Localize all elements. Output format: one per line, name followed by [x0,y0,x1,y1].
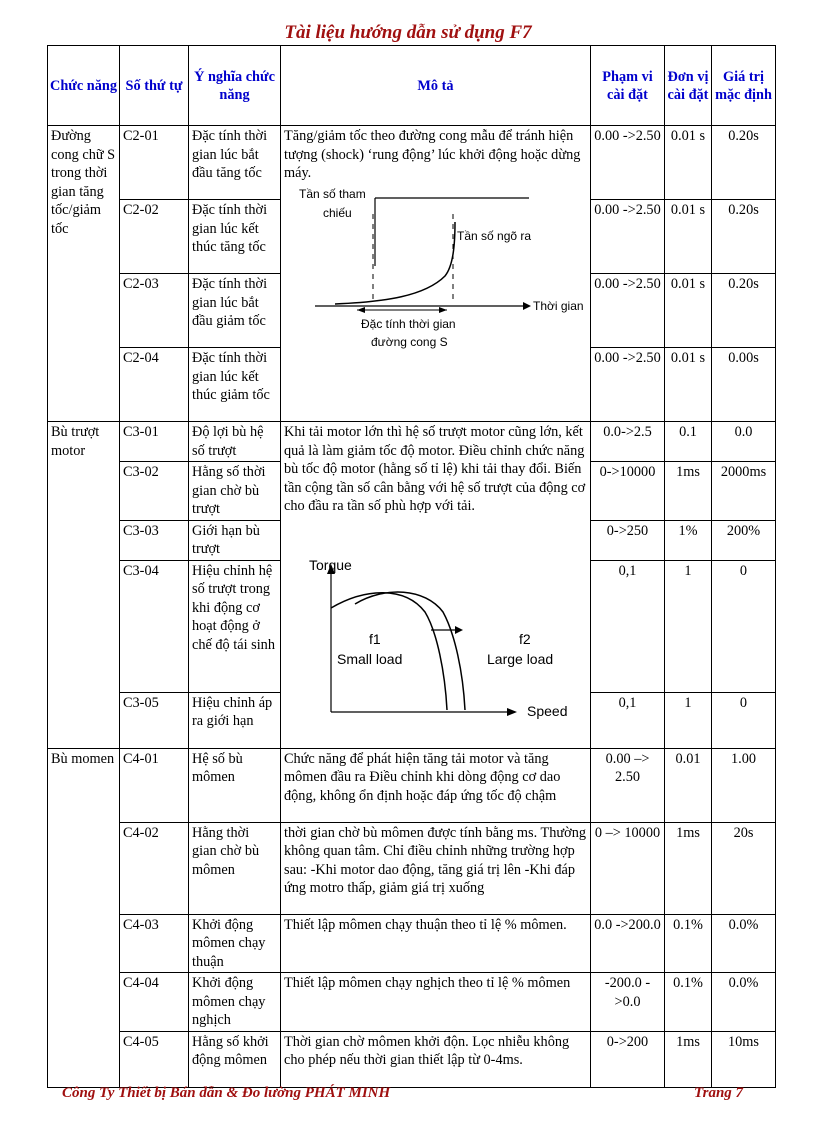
range-cell: 0.00 ->2.50 [591,274,665,348]
range-cell: 0->10000 [591,462,665,521]
range-cell: 0,1 [591,560,665,692]
unit-cell: 0.1% [665,973,712,1032]
meaning-cell: Hiệu chỉnh hệ số trượt trong khi động cơ hoạt động ở chế độ tái sinh [189,560,281,692]
default-cell: 10ms [712,1031,776,1087]
meaning-cell: Khởi động mômen chạy nghịch [189,973,281,1032]
x-axis-label: Speed [527,703,568,719]
col-header-meaning: Ý nghĩa chức năng [189,46,281,126]
meaning-cell: Hằng thời gian chờ bù mômen [189,822,281,914]
caption-line-1: Đặc tính thời gian [361,317,456,331]
table-row [48,748,776,822]
torque-speed-figure [295,552,575,722]
meaning-cell: Đặc tính thời gian lúc kết thúc tăng tốc [189,200,281,274]
default-cell: 20s [712,822,776,914]
ref-freq-label-1: Tần số tham [299,187,366,201]
unit-cell: 1ms [665,822,712,914]
description-cell: Thiết lập mômen chạy thuận theo tỉ lệ % mômen. [281,914,591,973]
description-cell: Thiết lập mômen chạy nghịch theo tỉ lệ % mômen [281,973,591,1032]
default-cell: 0 [712,692,776,748]
unit-cell: 0.1 [665,422,712,462]
range-cell: 0.0 ->200.0 [591,914,665,973]
default-cell: 2000ms [712,462,776,521]
caption-line-2: đường cong S [371,335,448,349]
code-cell: C4-02 [120,822,189,914]
function-cell: Bù momen [48,748,120,1087]
description-cell [281,422,591,749]
code-cell: C2-03 [120,274,189,348]
footer-page-number: Trang 7 [694,1085,744,1101]
meaning-cell: Đặc tính thời gian lúc bắt đầu tăng tốc [189,126,281,200]
range-cell: 0.00 –> 2.50 [591,748,665,822]
default-cell: 0.20s [712,126,776,200]
meaning-cell: Hằng số thời gian chờ bù trượt [189,462,281,521]
default-cell: 0.20s [712,200,776,274]
table-row [48,822,776,914]
table-row [48,973,776,1032]
unit-cell: 1ms [665,1031,712,1087]
unit-cell: 0.01 [665,748,712,822]
description-text: Tăng/giảm tốc theo đường cong mẫu để tránh hiện tượng (shock) ‘rung động’ lúc khởi động hoặc dừng máy. [284,128,581,181]
description-cell: Thời gian chờ mômen khởi độn. Lọc nhiễu không cho phép nếu thời gian thiết lập từ 0-4ms. [281,1031,591,1087]
description-cell [281,126,591,422]
code-cell: C2-01 [120,126,189,200]
meaning-cell: Đặc tính thời gian lúc kết thúc giảm tốc [189,348,281,422]
table-row [48,914,776,973]
range-cell: 0,1 [591,692,665,748]
range-cell: 0->200 [591,1031,665,1087]
meaning-cell: Giới hạn bù trượt [189,520,281,560]
default-cell: 0.0 [712,422,776,462]
table-row [48,1031,776,1087]
unit-cell: 0.01 s [665,274,712,348]
curve1-label: Small load [337,651,403,667]
unit-cell: 1 [665,560,712,692]
meaning-cell: Hệ số bù mômen [189,748,281,822]
ref-freq-label-2: chiếu [323,206,352,220]
code-cell: C4-01 [120,748,189,822]
range-cell: -200.0 ->0.0 [591,973,665,1032]
table-row [48,126,776,200]
table-row [48,422,776,462]
unit-cell: 1% [665,520,712,560]
code-cell: C4-03 [120,914,189,973]
unit-cell: 0.01 s [665,200,712,274]
col-header-unit: Đơn vị cài đặt [665,46,712,126]
parameter-table [47,45,776,1088]
table-header-row [48,46,776,126]
meaning-cell: Độ lợi bù hệ số trượt [189,422,281,462]
col-header-default: Giá trị mặc định [712,46,776,126]
function-cell: Đường cong chữ S trong thời gian tăng tốc/giảm tốc [48,126,120,422]
default-cell: 0.20s [712,274,776,348]
unit-cell: 0.1% [665,914,712,973]
description-cell: thời gian chờ bù mômen được tính bằng ms. Thường không quan tâm. Chỉ điều chỉnh những trường hợp sau: -Khi motor dao động, tăng giá trị lên -Khi đáp ứng motro thấp, giảm giá trị xuống [281,822,591,914]
range-cell: 0.00 ->2.50 [591,200,665,274]
range-cell: 0->250 [591,520,665,560]
description-cell: Chức năng để phát hiện tăng tải motor và tăng mômen đầu ra Điều chỉnh khi dòng động cơ dao động, không ổn định hoặc đáp ứng tốc độ chậm [281,748,591,822]
curve2-name: f2 [519,631,531,647]
unit-cell: 0.01 s [665,348,712,422]
code-cell: C2-04 [120,348,189,422]
s-curve-figure [295,186,585,366]
default-cell: 0.00s [712,348,776,422]
default-cell: 200% [712,520,776,560]
code-cell: C2-02 [120,200,189,274]
function-cell: Bù trượt motor [48,422,120,749]
col-header-description: Mô tả [281,46,591,126]
y-axis-label: Torque [309,557,352,573]
footer-company: Công Ty Thiết bị Bán dẫn & Đo lường PHÁT MINH [62,1085,391,1101]
default-cell: 0 [712,560,776,692]
meaning-cell: Hiệu chỉnh áp ra giới hạn [189,692,281,748]
default-cell: 0.0% [712,973,776,1032]
description-text: Khi tải motor lớn thì hệ số trượt motor cũng lớn, kết quả là làm giảm tốc độ motor. Điều chỉnh chức năng bù tốc độ motor (hằng số tỉ lệ) khi tải thay đổi. Biến tần cộng tần số cân bằng với hệ số trượt của động cơ cho đầu ra tần số phù hợp với tải. [284,424,586,514]
meaning-cell: Hằng số khởi động mômen [189,1031,281,1087]
col-header-function: Chức năng [48,46,120,126]
range-cell: 0.00 ->2.50 [591,126,665,200]
col-header-range: Phạm vi cài đặt [591,46,665,126]
meaning-cell: Đặc tính thời gian lúc bắt đầu giảm tốc [189,274,281,348]
time-label: Thời gian [533,299,584,313]
unit-cell: 0.01 s [665,126,712,200]
meaning-cell: Khởi động mômen chạy thuận [189,914,281,973]
range-cell: 0.00 ->2.50 [591,348,665,422]
code-cell: C3-05 [120,692,189,748]
code-cell: C3-01 [120,422,189,462]
unit-cell: 1ms [665,462,712,521]
document-title: Tài liệu hướng dẫn sử dụng F7 [284,22,532,43]
curve2-label: Large load [487,651,554,667]
range-cell: 0 –> 10000 [591,822,665,914]
range-cell: 0.0->2.5 [591,422,665,462]
col-header-number: Số thứ tự [120,46,189,126]
unit-cell: 1 [665,692,712,748]
code-cell: C4-05 [120,1031,189,1087]
code-cell: C4-04 [120,973,189,1032]
code-cell: C3-03 [120,520,189,560]
curve1-name: f1 [369,631,381,647]
default-cell: 1.00 [712,748,776,822]
output-freq-label: Tần số ngõ ra [457,229,532,243]
code-cell: C3-02 [120,462,189,521]
code-cell: C3-04 [120,560,189,692]
default-cell: 0.0% [712,914,776,973]
